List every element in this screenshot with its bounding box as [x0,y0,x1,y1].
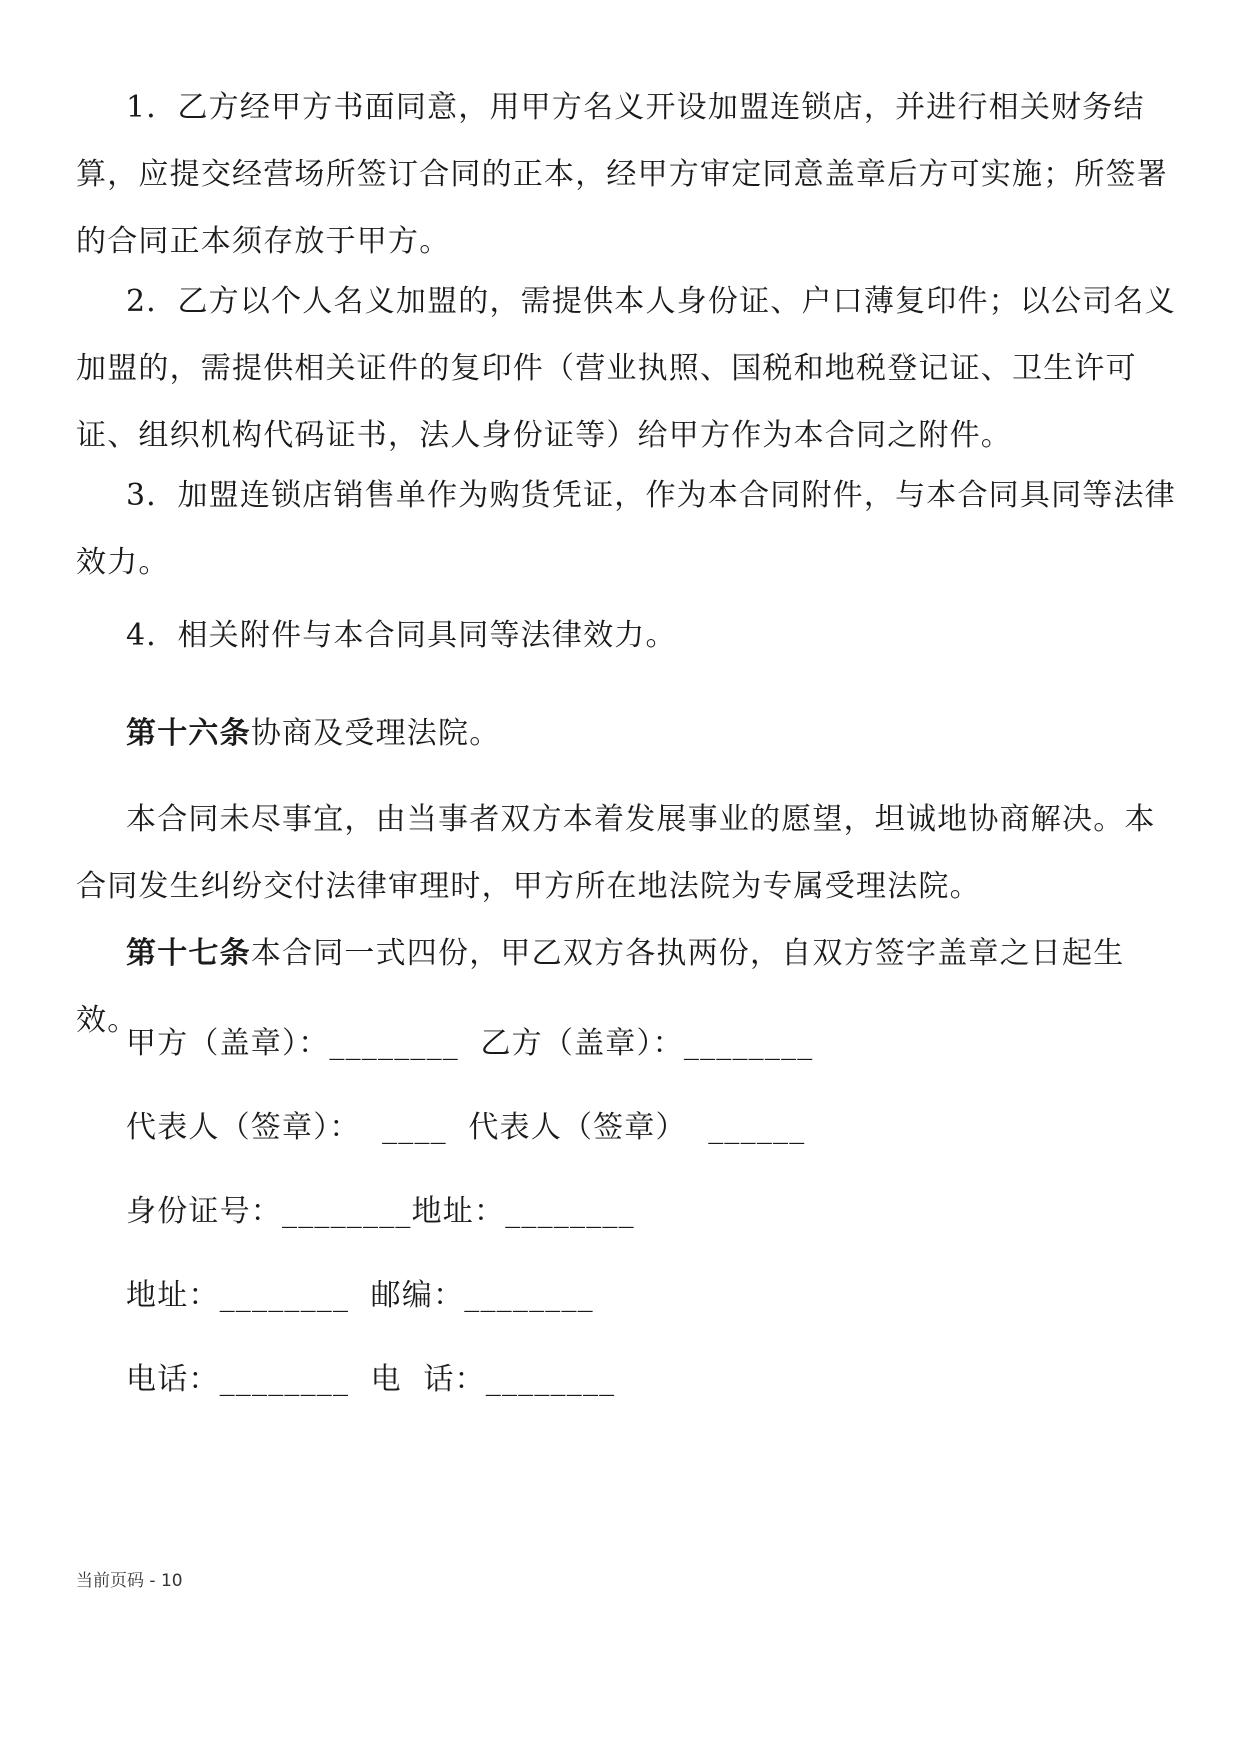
signature-phone-line: 电话：________ 电 话：________ [126,1362,616,1397]
clause-item-4: 4．相关附件与本合同具同等法律效力。 [126,618,677,653]
article-16-title: 协商及受理法院。 [250,716,501,751]
article-16-body: 本合同未尽事宜，由当事者双方本着发展事业的愿望，坦诚地协商解决。本合同发生纠纷交付法律审理时，甲方所在地法院为专属受理法院。 [76,802,1156,904]
clause-item-2: 2．乙方以个人名义加盟的，需提供本人身份证、户口薄复印件；以公司名义加盟的，需提供相关证件的复印件（营业执照、国税和地税登记证、卫生许可证、组织机构代码证书，法人身份证等）给甲方作为本合同之附件。 [76,284,1176,453]
signature-address-postcode-line: 地址：________ 邮编：________ [126,1278,594,1313]
clause-item-1: 1．乙方经甲方书面同意，用甲方名义开设加盟连锁店，并进行相关财务结算，应提交经营场所签订合同的正本，经甲方审定同意盖章后方可实施；所签署的合同正本须存放于甲方。 [76,90,1168,259]
article-17-text: 本合同一式四份，甲乙双方各执两份，自双方签字盖章之日起生效。 [76,936,1125,1038]
article-16 [76,700,1176,767]
signature-party-seal-line: 甲方（盖章）：________ 乙方（盖章）：________ [126,1026,814,1061]
signature-representative-line: 代表人（签章）： ____ 代表人（签章） ______ [126,1110,806,1145]
page-number-footer: 当前页码 - 10 [76,1571,183,1591]
signature-id-address-line: 身份证号：________地址：________ [126,1194,635,1229]
clause-item-3: 3．加盟连锁店销售单作为购货凭证，作为本合同附件，与本合同具同等法律效力。 [76,478,1176,580]
article-16-heading: 第十六条 [126,716,251,751]
article-17-heading: 第十七条 [126,936,251,971]
